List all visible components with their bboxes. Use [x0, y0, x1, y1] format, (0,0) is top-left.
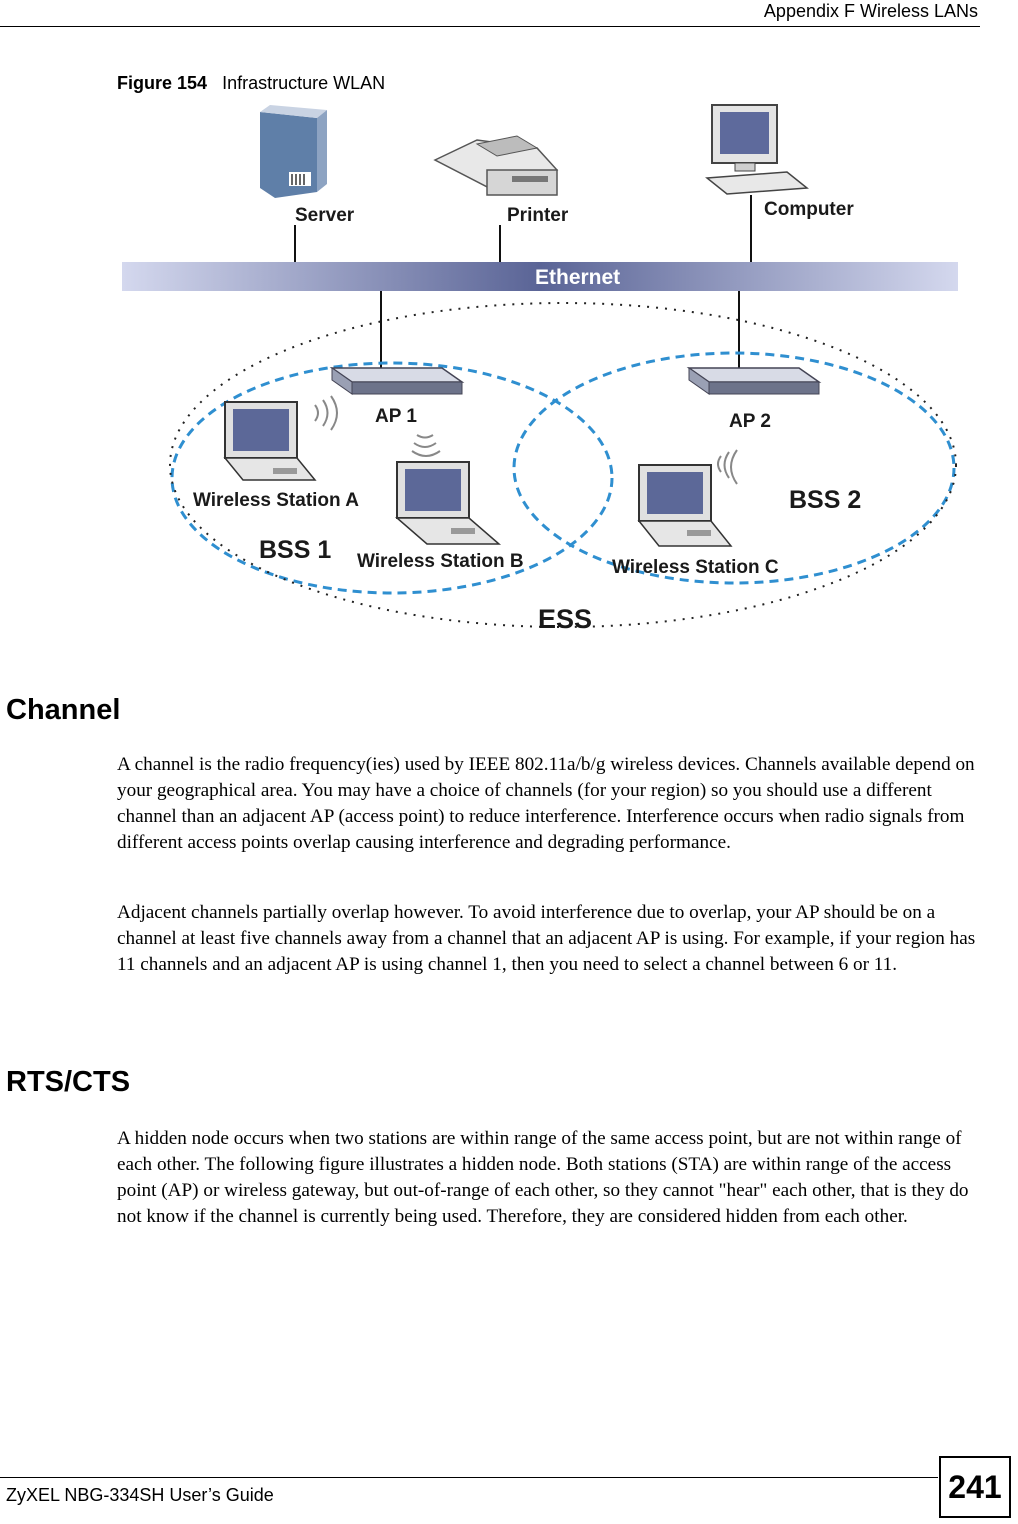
figure-title: Infrastructure WLAN: [222, 73, 386, 93]
channel-paragraph-2: Adjacent channels partially overlap however. To avoid interference due to overlap, your AP should be on a channel at least five channels away from a channel that an adjacent AP is using. For example, if your region has 11 channels and an adjacent AP is using channel 1, then you need to select a channel between 6 or 11.: [117, 902, 976, 975]
rts-cts-paragraph-1: A hidden node occurs when two stations are within range of the same access point, but are not within range of each other. The following figure illustrates a hidden node. Both stations (STA) are within range of the access point (AP) or wireless gateway, but out-of-range of each other, so they cannot "hear" each other, that is they do not know if the channel is currently being used. Therefore, they are considered hidden from each other.: [117, 1128, 969, 1227]
station-a-label: Wireless Station A: [193, 490, 359, 511]
laptop-b-icon: [397, 462, 499, 544]
ethernet-label: Ethernet: [535, 266, 621, 289]
computer-icon: [707, 105, 807, 194]
laptop-a-icon: [225, 402, 315, 480]
header-section-title: Appendix F Wireless LANs: [763, 1, 978, 21]
rts-cts-heading: RTS/CTS: [6, 1066, 131, 1098]
computer-label: Computer: [764, 199, 854, 220]
ap1-device-icon: [332, 368, 462, 394]
station-c-label: Wireless Station C: [612, 557, 779, 578]
bss1-label: BSS 1: [259, 536, 332, 564]
bss2-label: BSS 2: [789, 486, 862, 514]
server-label: Server: [295, 205, 355, 226]
station-b-label: Wireless Station B: [357, 551, 524, 572]
header-rule: [0, 26, 980, 27]
printer-label: Printer: [507, 205, 569, 226]
footer-guide-title: ZyXEL NBG-334SH User’s Guide: [6, 1485, 274, 1505]
infrastructure-wlan-diagram: [117, 100, 959, 630]
page-number: 241: [939, 1456, 1011, 1518]
printer-icon: [435, 136, 557, 195]
server-icon: [260, 105, 327, 198]
figure-caption: [117, 73, 385, 94]
laptop-c-icon: [639, 465, 731, 546]
ap1-label: AP 1: [375, 406, 417, 427]
channel-heading: Channel: [6, 694, 121, 726]
ap2-device-icon: [689, 368, 819, 394]
ess-label: ESS: [538, 604, 593, 630]
channel-paragraph-1: A channel is the radio frequency(ies) used by IEEE 802.11a/b/g wireless devices. Channels available depend on your geographical area. You may have a choice of channels (for your region) so you should use a different channel than an adjacent AP (access point) to reduce interference. Interference occurs when radio signals from different access points overlap causing interference and degrading performance.: [117, 754, 975, 853]
figure-number: Figure 154: [117, 73, 208, 93]
footer-rule: [0, 1477, 938, 1478]
ap2-label: AP 2: [729, 411, 771, 432]
